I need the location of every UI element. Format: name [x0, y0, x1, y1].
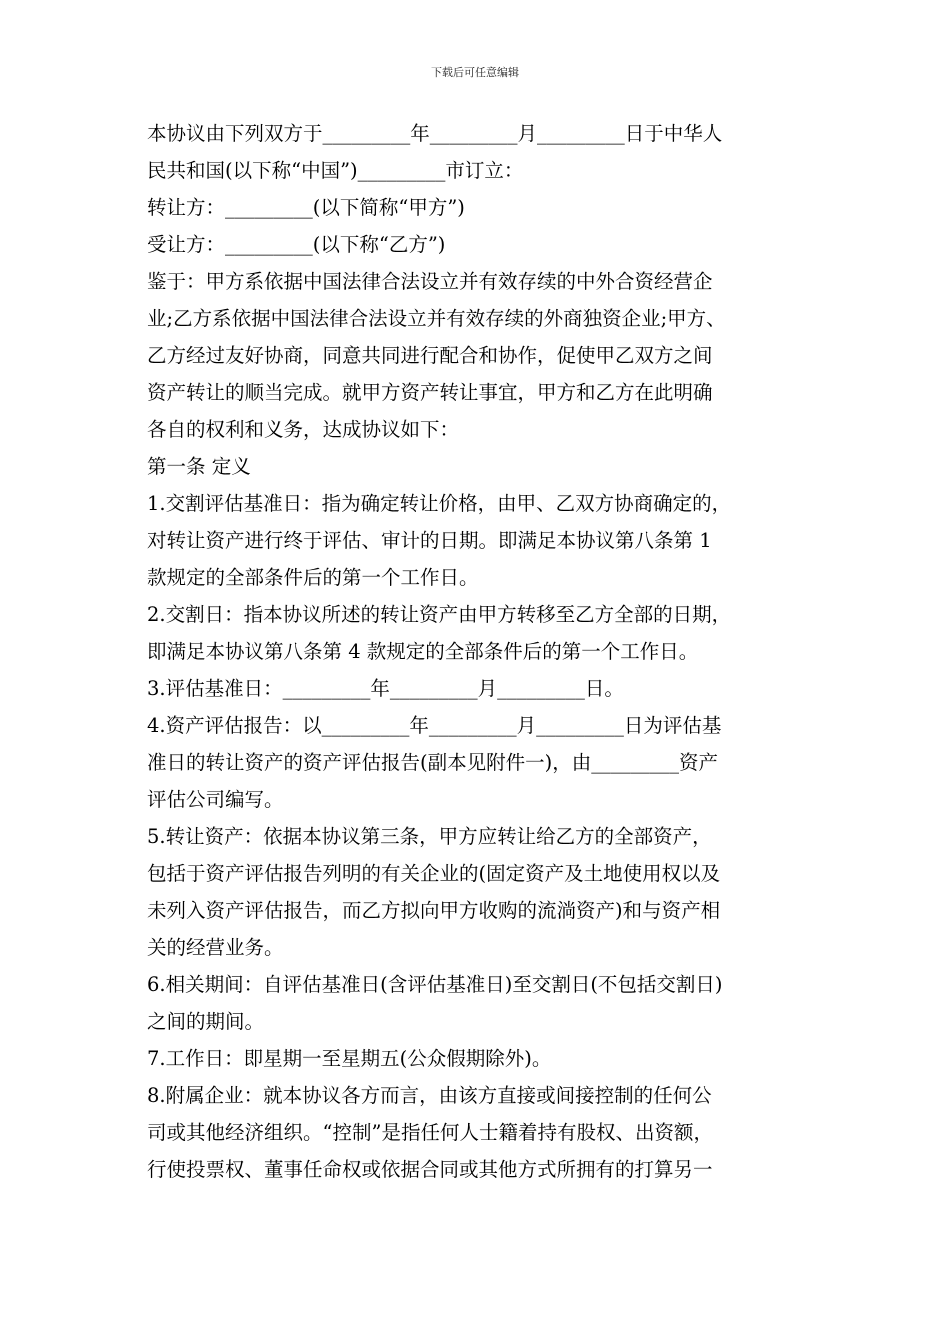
text-line: 包括于资产评估报告列明的有关企业的(固定资产及土地使用权以及	[147, 862, 721, 885]
text-line: 7.工作日：即星期一至星期五(公众假期除外)。	[147, 1047, 552, 1070]
text-line: 鉴于：甲方系依据中国法律合法设立并有效存续的中外合资经营企	[147, 270, 713, 293]
text-line: 8.附属企业：就本协议各方而言，由该方直接或间接控制的任何公	[147, 1084, 712, 1107]
text-line: 民共和国(以下称“中国”)_________市订立：	[147, 159, 524, 182]
text-line: 款规定的全部条件后的第一个工作日。	[147, 566, 479, 589]
text-line: 3.评估基准日：_________年_________月_________日。	[147, 677, 624, 700]
document-body	[147, 115, 822, 1188]
text-line: 乙方经过友好协商，同意共同进行配合和协作，促使甲乙双方之间	[147, 344, 713, 367]
text-line: 对转让资产进行终于评估、审计的日期。即满足本协议第八条第 1	[147, 529, 712, 552]
text-line: 评估公司编写。	[147, 788, 284, 811]
text-line: 之间的期间。	[147, 1010, 265, 1033]
text-line: 资产转让的顺当完成。就甲方资产转让事宜，甲方和乙方在此明确	[147, 381, 713, 404]
text-line: 2.交割日：指本协议所述的转让资产由甲方转移至乙方全部的日期，	[147, 603, 732, 626]
text-line: 各自的权利和义务，达成协议如下：	[147, 418, 460, 441]
text-line: 4.资产评估报告：以_________年_________月_________日为评估基	[147, 714, 722, 737]
page-header: 下载后可任意编辑	[431, 66, 519, 79]
text-line: 司或其他经济组织。“控制”是指任何人士籍着持有股权、出资额，	[147, 1121, 713, 1144]
text-line: 本协议由下列双方于_________年_________月_________日于中华人	[147, 122, 723, 145]
text-line: 转让方：_________(以下简称“甲方”)	[147, 196, 465, 219]
text-line: 准日的转让资产的资产评估报告(副本见附件一)，由_________资产	[147, 751, 718, 774]
text-line: 即满足本协议第八条第 4 款规定的全部条件后的第一个工作日。	[147, 640, 699, 663]
text-line: 受让方：_________(以下称“乙方”)	[147, 233, 446, 256]
text-line: 1.交割评估基准日：指为确定转让价格，由甲、乙双方协商确定的，	[147, 492, 732, 515]
text-line: 5.转让资产：依据本协议第三条，甲方应转让给乙方的全部资产，	[147, 825, 712, 848]
text-line: 关的经营业务。	[147, 936, 284, 959]
text-line: 行使投票权、董事任命权或依据合同或其他方式所拥有的打算另一	[147, 1158, 713, 1181]
text-line: 6.相关期间：自评估基准日(含评估基准日)至交割日(不包括交割日)	[147, 973, 723, 996]
text-line: 业;乙方系依据中国法律合法设立并有效存续的外商独资企业;甲方、	[147, 307, 726, 330]
section-heading: 第一条 定义	[147, 455, 251, 478]
text-line: 未列入资产评估报告，而乙方拟向甲方收购的流淌资产)和与资产相	[147, 899, 721, 922]
